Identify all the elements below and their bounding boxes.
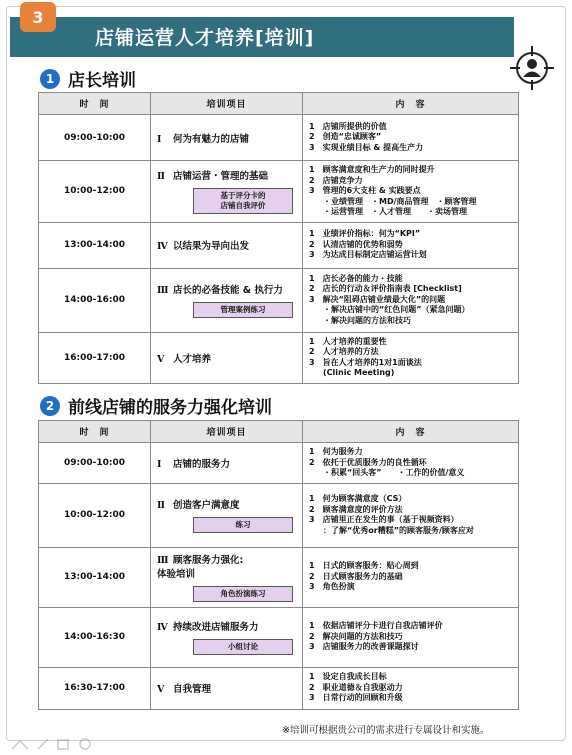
training-item (151, 161, 303, 223)
session-number: Ⅰ (157, 458, 162, 470)
content-subpoint: (Clinic Meeting) (323, 368, 395, 377)
training-item (151, 443, 303, 484)
page-title: 店铺运营人才培养[培训] (95, 27, 315, 49)
section-2-title: 前线店铺的服务力强化培训 (68, 398, 272, 418)
session-time: 16:00-17:00 (39, 332, 151, 383)
session-content (303, 607, 519, 667)
session-content (303, 667, 519, 709)
content-point: 3 店铺服务力的改善课题探讨 (309, 642, 419, 652)
content-point: 1 人才培养的重要性 (309, 336, 387, 346)
header-time: 时 间 (39, 93, 151, 115)
schedule-table-2 (38, 420, 519, 710)
session-content (303, 268, 519, 332)
content-point: 3 日常行动的回顾和升级 (309, 693, 403, 703)
schedule-row (39, 268, 519, 332)
training-item-title: 人才培养 (173, 353, 212, 365)
session-content (303, 222, 519, 268)
session-number: Ⅱ (157, 171, 166, 183)
training-item-title: 店铺运营・管理的基础 (173, 171, 269, 183)
training-item-title: 自我管理 (173, 684, 212, 695)
session-time: 10:00-12:00 (39, 483, 151, 547)
session-content (303, 115, 519, 161)
session-time: 09:00-10:00 (39, 115, 151, 161)
session-time: 09:00-10:00 (39, 443, 151, 484)
session-time: 10:00-12:00 (39, 161, 151, 223)
training-item (151, 667, 303, 709)
training-item-title: 创造客户满意度 (173, 500, 240, 511)
schedule-row (39, 483, 519, 547)
training-item (151, 268, 303, 332)
content-point: 1 日式的顾客服务：贴心周到 (309, 561, 419, 571)
schedule-row (39, 443, 519, 484)
content-point: 2 依托于优质服务力的良性循环 (309, 457, 427, 467)
training-item (151, 483, 303, 547)
content-point: 3 实现业绩目标 & 提高生产力 (309, 142, 424, 152)
header-item: 培训项目 (151, 93, 303, 115)
session-content (303, 332, 519, 383)
content-subpoint: ・解决店铺中的“红色问题”（紧急问题） (323, 305, 470, 315)
target-person-icon (508, 44, 556, 92)
session-number: Ⅲ (157, 555, 169, 566)
content-subpoint: ・积累“回头客” ・工作的价值/意义 (323, 468, 465, 477)
section-1-heading (40, 66, 136, 91)
session-number: Ⅴ (157, 684, 165, 695)
content-point: 3 为达成目标制定店铺运营计划 (309, 250, 427, 260)
toolbar-watermark-icon (10, 737, 100, 751)
content-point: 1 依据店铺评分卡进行自我店铺评价 (309, 621, 443, 631)
content-point: 1 业绩评价指标：何为“KPI” (309, 229, 421, 239)
section-badge: 3 (20, 2, 56, 32)
session-number: Ⅴ (157, 353, 165, 365)
schedule-row (39, 115, 519, 161)
session-number: Ⅲ (157, 285, 169, 296)
training-item-title: 顾客服务力强化: 体验培训 (157, 555, 244, 580)
training-item-title: 何为有魅力的店铺 (173, 133, 250, 145)
schedule-row (39, 607, 519, 667)
training-item-title: 店铺的服务力 (173, 458, 231, 470)
exercise-tag: 管理案例练习 (193, 302, 293, 318)
content-point: 1 店长必备的能力・技能 (309, 273, 403, 283)
header-item: 培训项目 (151, 421, 303, 443)
content-point: 3 旨在人才培养的1对1面谈法 (309, 357, 422, 367)
content-point: 3 解决“阻碍店铺业绩最大化”的问题 (309, 294, 446, 304)
content-point: 1 设定自我成长目标 (309, 672, 387, 682)
content-subpoint: ・解决问题的方法和技巧 (323, 315, 411, 325)
training-item (151, 607, 303, 667)
section-1-number: 1 (40, 69, 60, 89)
schedule-row (39, 332, 519, 383)
content-point: 1 何为服务力 (309, 447, 363, 456)
exercise-tag: 角色扮演练习 (193, 586, 293, 602)
section-2-number: 2 (40, 396, 60, 416)
training-item-title: 持续改进店铺服务力 (173, 622, 259, 633)
schedule-row (39, 222, 519, 268)
content-subpoint: ・运营管理 ・人才管理 ・卖场管理 (323, 207, 467, 216)
header-content: 内 容 (303, 93, 519, 115)
content-point: 1 店铺所提供的价值 (309, 121, 387, 131)
schedule-row (39, 667, 519, 709)
training-item (151, 547, 303, 607)
training-item (151, 115, 303, 161)
session-content (303, 483, 519, 547)
header-content: 内 容 (303, 421, 519, 443)
exercise-tag: 小组讨论 (193, 639, 293, 655)
content-point: 3 店铺里正在发生的事（基于视频资料） (309, 515, 459, 524)
content-point: 2 顾客满意度的评价方法 (309, 504, 403, 514)
session-time: 13:00-14:00 (39, 547, 151, 607)
session-time: 14:00-16:30 (39, 607, 151, 667)
session-number: Ⅰ (157, 133, 162, 145)
content-point: 2 认清店铺的优势和弱势 (309, 239, 403, 249)
section-2-heading (40, 393, 272, 418)
training-item-title: 以结果为导向出发 (173, 241, 250, 252)
content-point: 2 日式顾客服务力的基础 (309, 571, 403, 581)
training-item (151, 332, 303, 383)
exercise-tag: 练习 (193, 517, 293, 533)
content-point: 3 角色扮演 (309, 582, 355, 592)
content-subpoint: ・业绩管理 ・MD/商品管理 ・顾客管理 (323, 196, 477, 206)
training-item-title: 店长的必备技能 & 执行力 (173, 285, 283, 296)
session-time: 14:00-16:00 (39, 268, 151, 332)
training-item (151, 222, 303, 268)
footnote: ※培训可根据贵公司的需求进行专属设计和实施。 (282, 725, 490, 736)
content-point: 1 何为顾客满意度（CS） (309, 494, 407, 503)
content-subpoint: ：了解“优秀or糟糕”的顾客服务/顾客应对 (323, 525, 474, 535)
session-time: 16:30-17:00 (39, 667, 151, 709)
schedule-row (39, 161, 519, 223)
session-content (303, 547, 519, 607)
session-number: Ⅳ (157, 622, 168, 633)
session-number: Ⅱ (157, 500, 166, 511)
schedule-row (39, 547, 519, 607)
session-content (303, 443, 519, 484)
content-point: 2 职业道德＆自我驱动力 (309, 682, 403, 692)
exercise-tag: 基于评分卡的 店铺自我评价 (193, 188, 293, 214)
session-time: 13:00-14:00 (39, 222, 151, 268)
section-1-title: 店长培训 (68, 71, 136, 91)
content-point: 2 店长的行动＆评价指南表 [Checklist] (309, 284, 462, 294)
session-content (303, 161, 519, 223)
session-number: Ⅳ (157, 241, 168, 252)
content-point: 2 创造“忠诚顾客” (309, 132, 382, 142)
content-point: 2 人才培养的方法 (309, 347, 379, 356)
content-point: 2 解决问题的方法和技巧 (309, 631, 403, 641)
content-point: 1 顾客满意度和生产力的同时提升 (309, 165, 435, 174)
header-time: 时 间 (39, 421, 151, 443)
content-point: 2 店铺竞争力 (309, 175, 363, 185)
schedule-table-1 (38, 92, 519, 384)
content-point: 3 管理的6大支柱 & 实践要点 (309, 186, 421, 195)
